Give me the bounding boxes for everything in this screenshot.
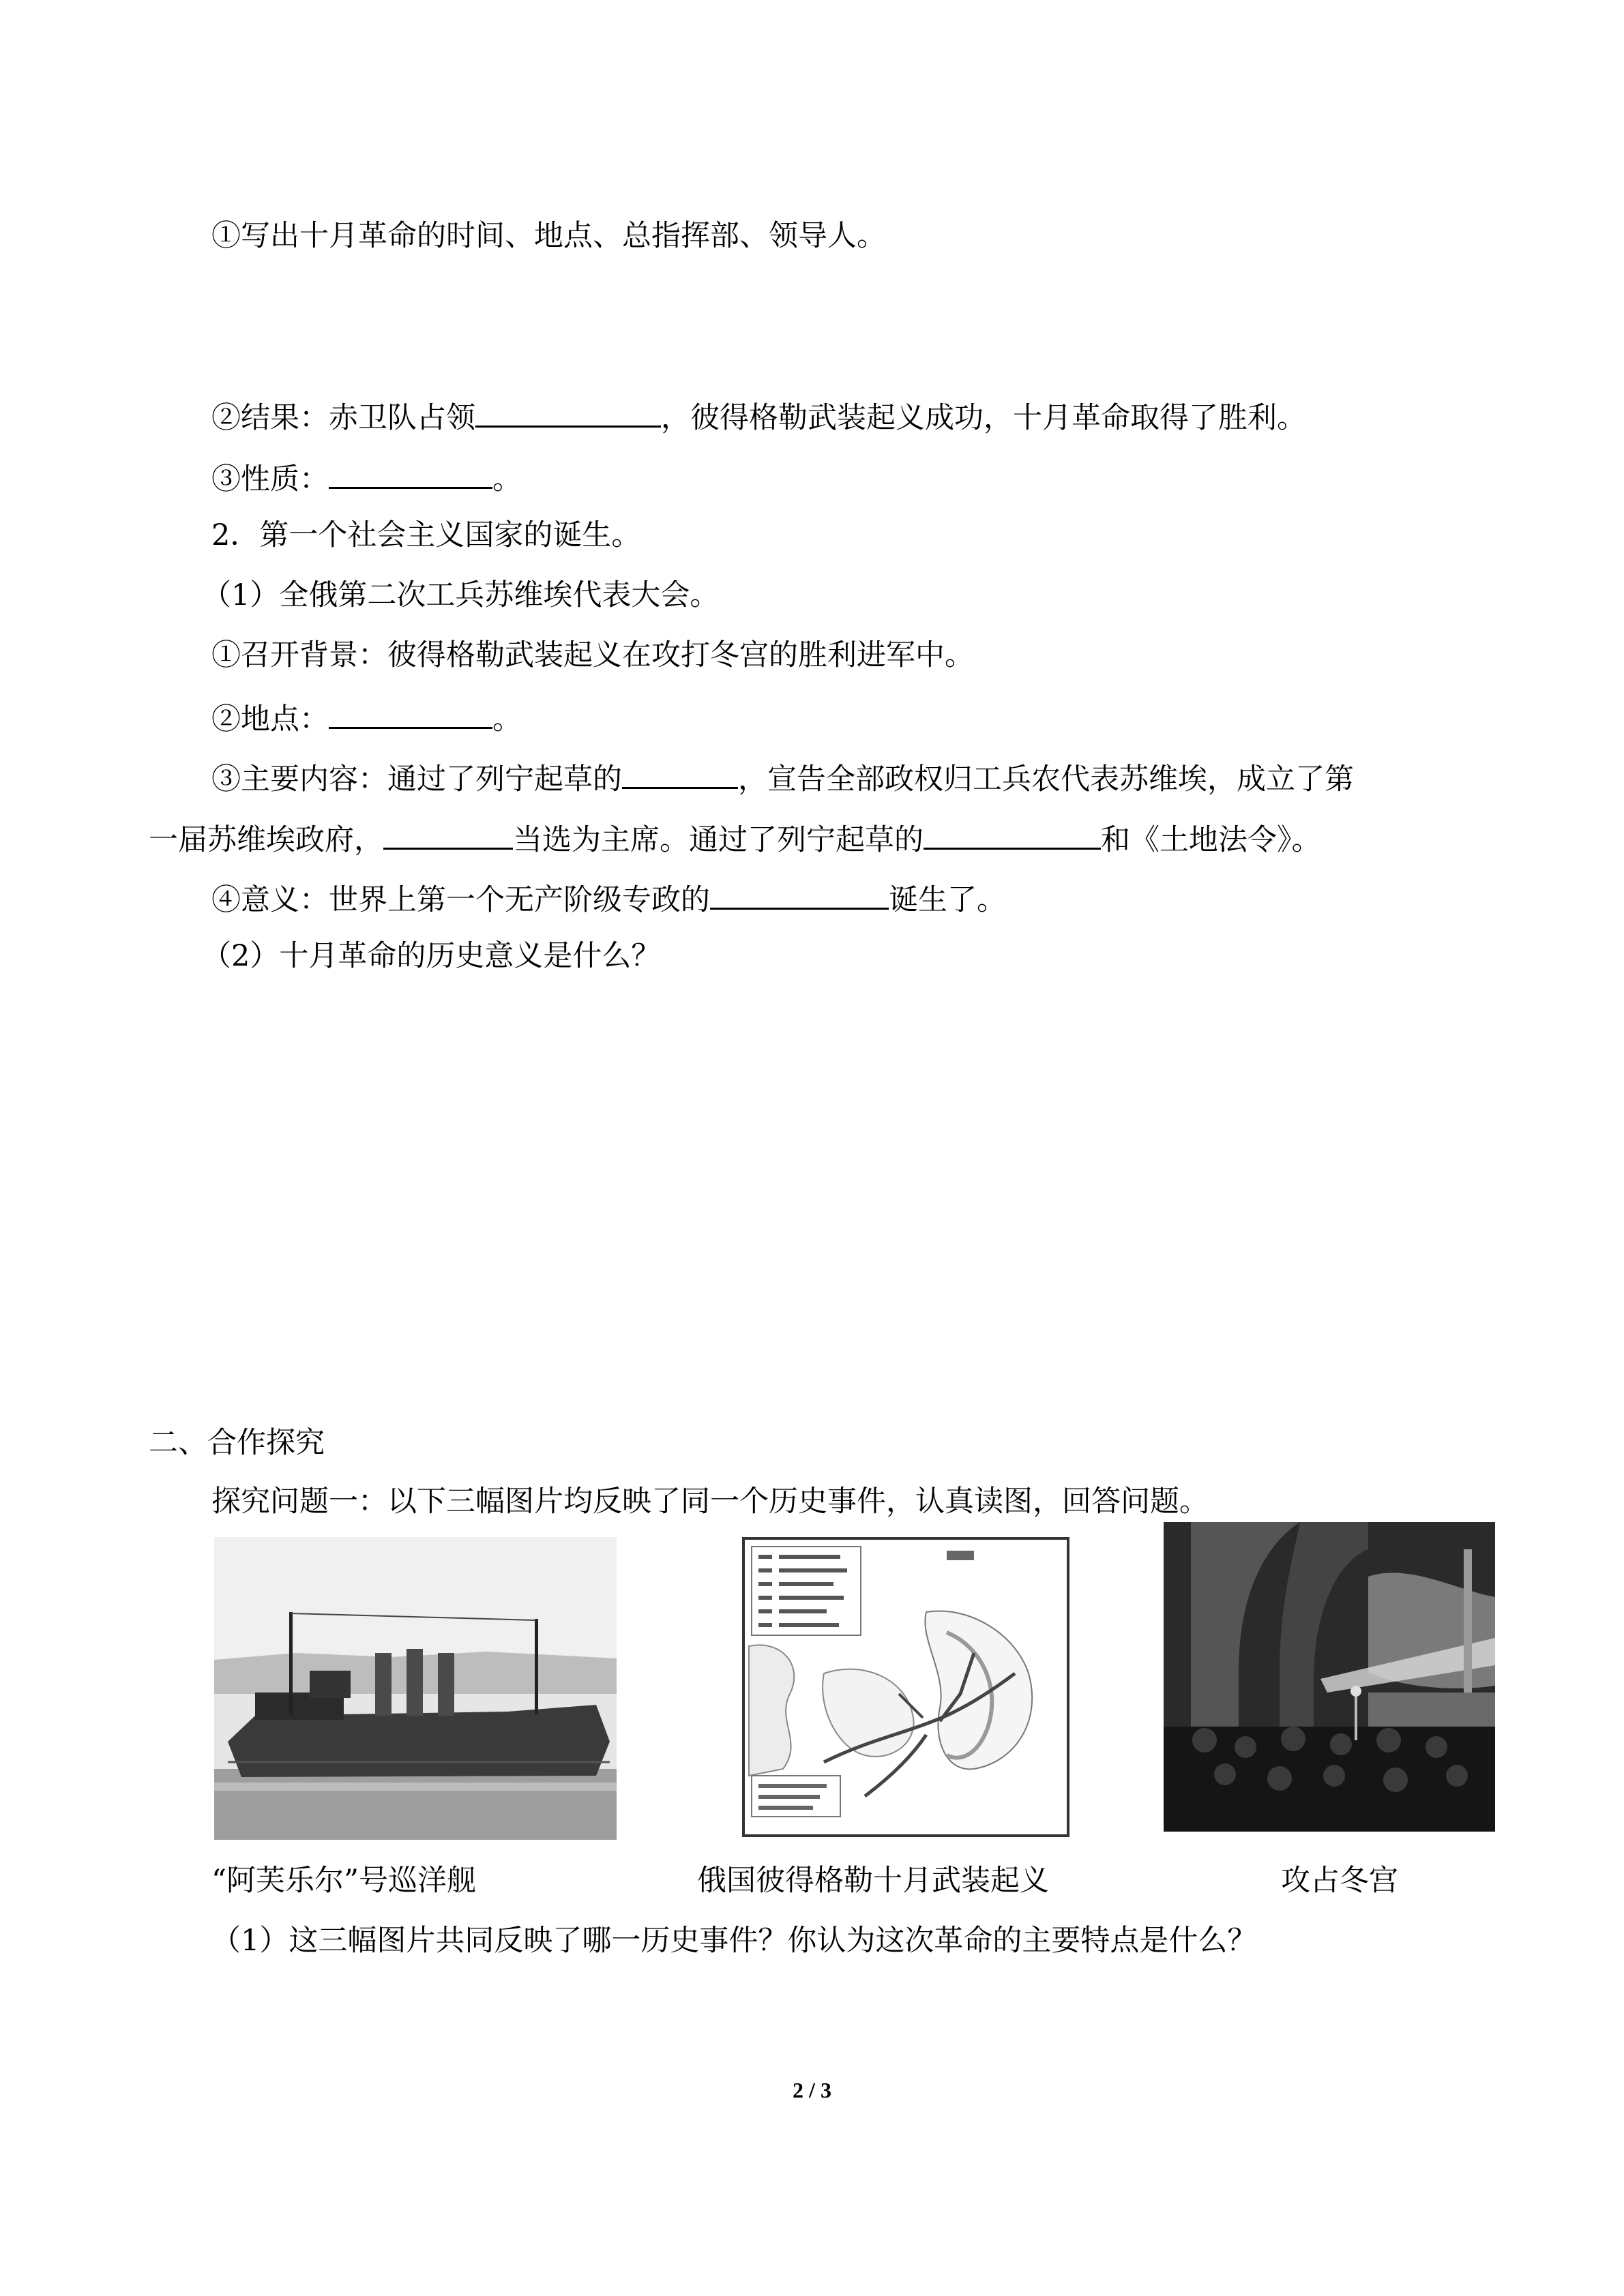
decree-blank-2[interactable]	[924, 816, 1101, 850]
content-line-2	[149, 816, 1321, 861]
meaning-text-b: 诞生了。	[889, 883, 1006, 917]
winter-palace-photo-icon	[1164, 1522, 1495, 1832]
content-text-c: 一届苏维埃政府，	[149, 823, 383, 857]
place-end: 。	[492, 702, 522, 736]
congress-background: ①召开背景：彼得格勒武装起义在攻打冬宫的胜利进军中。	[211, 638, 974, 672]
caption-cruiser: “阿芙乐尔”号巡洋舰	[211, 1864, 476, 1898]
nature-line	[211, 456, 522, 500]
content-line-1	[211, 756, 1354, 800]
content-text-e: 和《土地法令》。	[1101, 823, 1321, 857]
place-label: ②地点：	[211, 702, 329, 736]
nature-blank[interactable]	[329, 456, 492, 489]
inquiry-subquestion-1: （1）这三幅图片共同反映了哪一历史事件？你认为这次革命的主要特点是什么？	[211, 1924, 1257, 1958]
result-text-b: ，彼得格勒武装起义成功，十月革命取得了胜利。	[661, 401, 1306, 435]
section-heading-cooperation: 二、合作探究	[149, 1426, 325, 1460]
caption-winter-palace: 攻占冬宫	[1281, 1864, 1398, 1898]
inquiry-question-1: 探究问题一：以下三幅图片均反映了同一个历史事件，认真读图，回答问题。	[211, 1485, 1209, 1519]
result-blank[interactable]	[475, 394, 661, 428]
caption-uprising-map: 俄国彼得格勒十月武装起义	[697, 1864, 1049, 1898]
content-text-d: 当选为主席。通过了列宁起草的	[513, 823, 924, 857]
meaning-line	[211, 876, 1006, 921]
place-blank[interactable]	[329, 696, 492, 729]
result-text-a: ②结果：赤卫队占领	[211, 401, 475, 435]
content-text-a: ③主要内容：通过了列宁起草的	[211, 762, 622, 796]
nature-end: 。	[492, 462, 522, 496]
uprising-map-icon	[742, 1537, 1069, 1837]
subheading-significance: （2）十月革命的历史意义是什么？	[202, 939, 661, 973]
place-line	[211, 696, 522, 740]
cruiser-photo-icon	[214, 1537, 617, 1840]
question-time-place: ①写出十月革命的时间、地点、总指挥部、领导人。	[211, 219, 886, 253]
result-line	[211, 394, 1306, 438]
meaning-blank[interactable]	[710, 876, 889, 910]
content-text-b: ，宣告全部政权归工兵农代表苏维埃，成立了第	[738, 762, 1354, 796]
decree-blank-1[interactable]	[622, 756, 738, 789]
subheading-congress: （1）全俄第二次工兵苏维埃代表大会。	[202, 578, 720, 612]
meaning-text-a: ④意义：世界上第一个无产阶级专政的	[211, 883, 710, 917]
page-number: 2 / 3	[793, 2078, 831, 2102]
chairman-blank[interactable]	[383, 816, 513, 850]
nature-label: ③性质：	[211, 462, 329, 496]
heading-socialist-state: 2．第一个社会主义国家的诞生。	[211, 518, 641, 552]
